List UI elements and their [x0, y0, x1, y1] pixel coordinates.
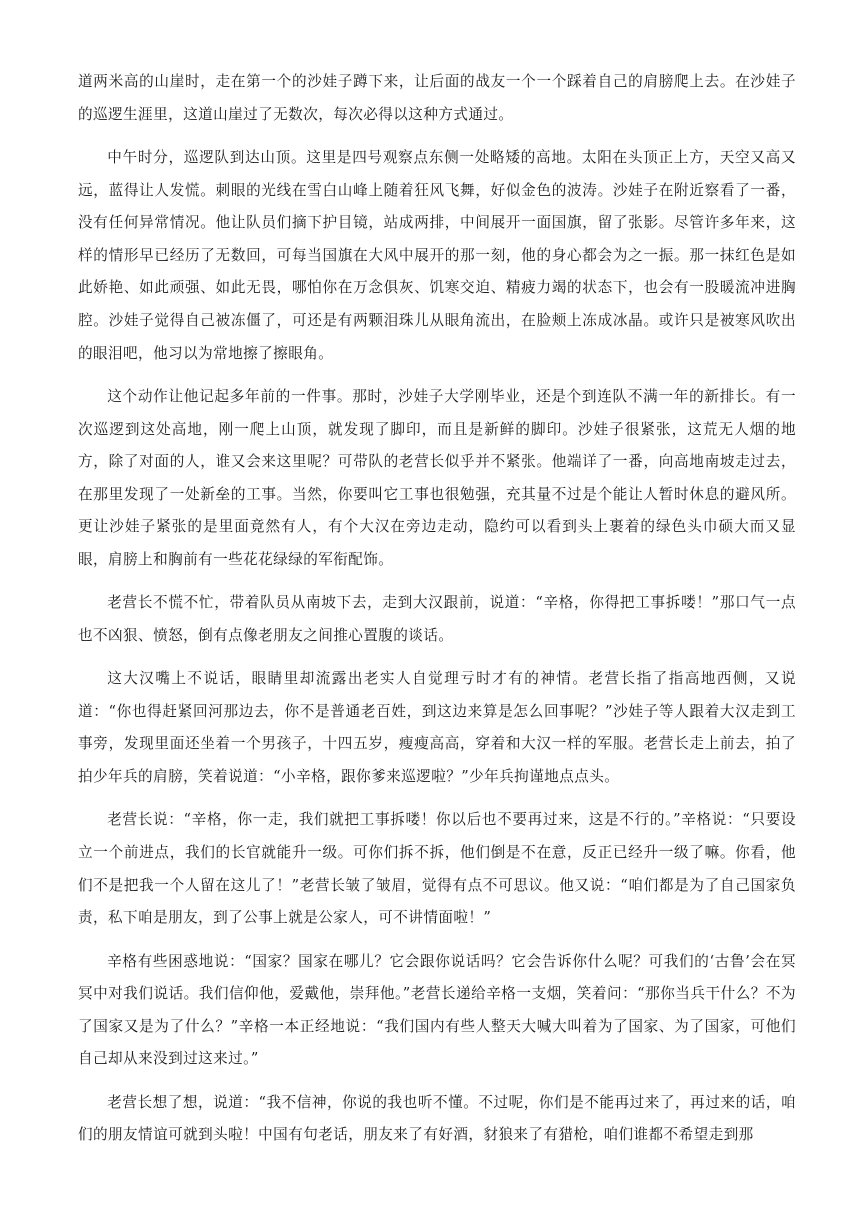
- article-body: [78, 66, 796, 1163]
- paragraph-continued: 道两米高的山崖时，走在第一个的沙娃子蹲下来，让后面的战友一个一个踩着自己的肩膀爬上去。在沙娃子的巡逻生涯里，这道山崖过了无数次，每次必得以这种方式通过。: [78, 73, 796, 123]
- paragraph-dialogue-3: 老营长想了想，说道：“我不信神，你说的我也听不懂。不过呢，你们是不能再过来了，再过来的话，咱们的朋友情谊可就到头啦！中国有句老话，朋友来了有好酒，豺狼来了有猎枪，咱们谁都不希望走到那: [78, 1093, 796, 1144]
- paragraph-summit: 中午时分，巡逻队到达山顶。这里是四号观察点东侧一处略矮的高地。太阳在头顶正上方，天空又高又远，蓝得让人发慌。刺眼的光线在雪白山峰上随着狂风飞舞，好似金色的波涛。沙娃子在附近察看了一番，没有任何异常情况。他让队员们摘下护目镜，站成两排，中间展开一面国旗，留了张影。尽管许多年来，这样的情形早已经历了无数回，可每当国旗在大风中展开的那一刻，他的身心都会为之一振。那一抹红色是如此娇艳、如此顽强、如此无畏，哪怕你在万念俱灰、饥寒交迫、精疲力竭的状态下，也会有一股暖流冲进胸腔。沙娃子觉得自己被冻僵了，可还是有两颗泪珠儿从眼角流出，在脸颊上冻成冰晶。或许只是被寒风吹出的眼泪吧，他习以为常地擦了擦眼角。: [78, 148, 796, 362]
- paragraph-singh-silent: 这大汉嘴上不说话，眼睛里却流露出老实人自觉理亏时才有的神情。老营长指了指高地西侧，又说道：“你也得赶紧回河那边去，你不是普通老百姓，到这边来算是怎么回事呢？”沙娃子等人跟着大汉走到工事旁，发现里面还坐着一个男孩子，十四五岁，瘦瘦高高，穿着和大汉一样的军服。老营长走上前去，拍了拍少年兵的肩膀，笑着说道：“小辛格，跟你爹来巡逻啦？”少年兵拘谨地点点头。: [78, 670, 796, 786]
- paragraph-dialogue-2: 辛格有些困惑地说：“国家？国家在哪儿？它会跟你说话吗？它会告诉你什么呢？可我们的‘古鲁’会在冥冥中对我们说话。我们信仰他，爱戴他，崇拜他。”老营长递给辛格一支烟，笑着问：“那你当兵干什么？不为了国家又是为了什么？”辛格一本正经地说：“我们国内有些人整天大喊大叫着为了国家、为了国家，可他们自己却从来没到过这来过。”: [78, 952, 796, 1068]
- paragraph-memory: 这个动作让他记起多年前的一件事。那时，沙娃子大学刚毕业，还是个到连队不满一年的新排长。有一次巡逻到这处高地，刚一爬上山顶，就发现了脚印，而且是新鲜的脚印。沙娃子很紧张，这荒无人烟的地方，除了对面的人，谁又会来这里呢？可带队的老营长似乎并不紧张。他端详了一番，向高地南坡走过去，在那里发现了一处新垒的工事。当然，你要叫它工事也很勉强，充其量不过是个能让人暂时休息的避风所。更让沙娃子紧张的是里面竟然有人，有个大汉在旁边走动，隐约可以看到头上裹着的绿色头巾硕大而又显眼，肩膀上和胸前有一些花花绿绿的军衔配饰。: [78, 387, 796, 568]
- paragraph-old-commander: 老营长不慌不忙，带着队员从南坡下去，走到大汉跟前，说道：“辛格，你得把工事拆喽！”那口气一点也不凶狠、愤怒，倒有点像老朋友之间推心置腹的谈话。: [78, 594, 796, 644]
- paragraph-dialogue-1: 老营长说：“辛格，你一走，我们就把工事拆喽！你以后也不要再过来，这是不行的。”辛格说：“只要设立一个前进点，我们的长官就能升一级。可你们拆不拆，他们倒是不在意，反正已经升一级了嘛。你看，他们不是把我一个人留在这儿了！”老营长皱了皱眉，觉得有点不可思议。他又说：“咱们都是为了自己国家负责，私下咱是朋友，到了公事上就是公家人，可不讲情面啦！”: [78, 811, 796, 927]
